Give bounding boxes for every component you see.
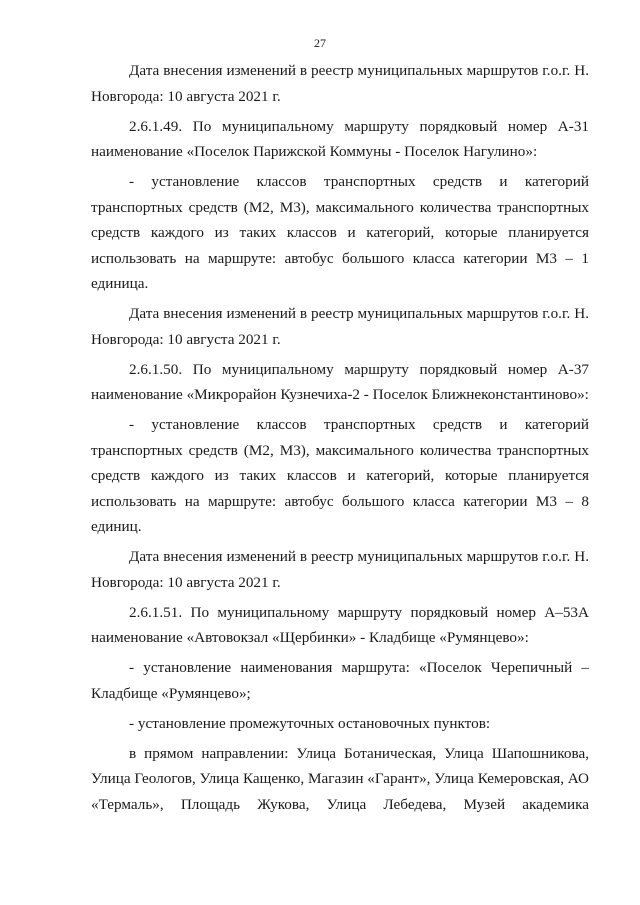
paragraph-registry-date-3: Дата внесения изменений в реестр муниципальных маршрутов г.о.г. Н. Новгорода: 10 августа 2021 г.: [91, 548, 589, 591]
paragraph-route-a31-vehicles: - установление классов транспортных средств и категорий транспортных средств (М2, М3), максимального количества транспортных средств каждого из таких классов и категорий, которые планируется использовать на маршруте: автобус большого класса категории М3 – 1 единица.: [91, 173, 589, 292]
paragraph-registry-date-1: Дата внесения изменений в реестр муниципальных маршрутов г.о.г. Н. Новгорода: 10 августа 2021 г.: [91, 62, 589, 105]
paragraph-route-a53a: 2.6.1.51. По муниципальному маршруту порядковый номер А–53А наименование «Автовокзал «Щербинки» - Кладбище «Румянцево»:: [91, 603, 589, 646]
paragraph-route-a37: 2.6.1.50. По муниципальному маршруту порядковый номер А-37 наименование «Микрорайон Кузнечиха-2 - Поселок Ближнеконстантиново»:: [91, 360, 589, 403]
paragraph-route-a37-vehicles: - установление классов транспортных средств и категорий транспортных средств (М2, М3), максимального количества транспортных средств каждого из таких классов и категорий, которые планируется использовать на маршруте: автобус большого класса категории М3 – 8 единиц.: [91, 416, 589, 535]
document-body: [91, 58, 589, 817]
paragraph-forward-direction-stops: в прямом направлении: Улица Ботаническая, Улица Шапошникова, Улица Геологов, Улица Кащенко, Магазин «Гарант», Улица Кемеровская, АО «Термаль», Площадь Жукова, Улица Лебедева, Музей академика: [91, 744, 589, 813]
paragraph-route-a53a-name-change: - установление наименования маршрута: «Поселок Черепичный – Кладбище «Румянцево»;: [91, 659, 589, 702]
paragraph-route-a31: 2.6.1.49. По муниципальному маршруту порядковый номер А-31 наименование «Поселок Парижской Коммуны - Поселок Нагулино»:: [91, 117, 589, 160]
paragraph-registry-date-2: Дата внесения изменений в реестр муниципальных маршрутов г.о.г. Н. Новгорода: 10 августа 2021 г.: [91, 305, 589, 348]
paragraph-intermediate-stops: - установление промежуточных остановочных пунктов:: [129, 714, 491, 732]
page-number: 27: [314, 36, 326, 50]
